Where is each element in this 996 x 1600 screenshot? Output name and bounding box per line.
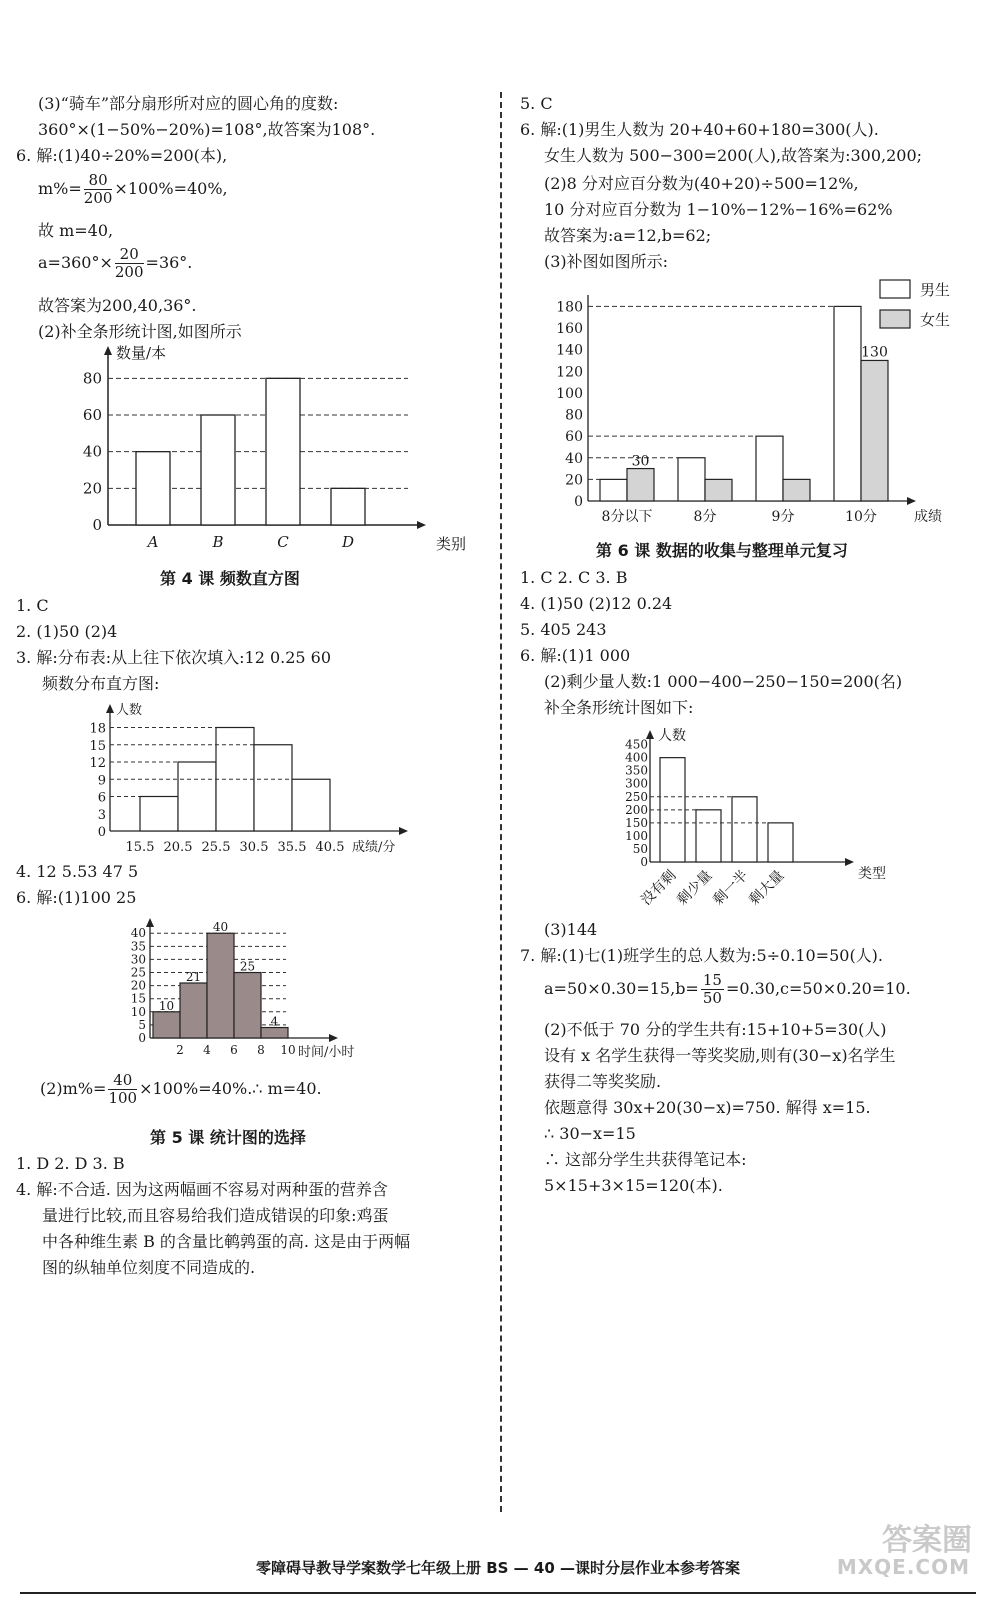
legend-label: 女生 bbox=[920, 311, 951, 329]
y-tick-label: 3 bbox=[97, 807, 106, 823]
text-line: (3)144 bbox=[544, 920, 598, 939]
denominator: 100 bbox=[108, 1089, 138, 1107]
bar bbox=[234, 973, 261, 1038]
data-label: 21 bbox=[185, 970, 202, 984]
x-tick-label: 剩大量 bbox=[746, 867, 788, 909]
bar-boys bbox=[834, 306, 861, 501]
bar bbox=[178, 762, 216, 831]
y-tick-label: 6 bbox=[97, 790, 106, 806]
fraction bbox=[701, 972, 724, 1007]
text-line: 设有 x 名学生获得一等奖奖励,则有(30−x)名学生 bbox=[544, 1046, 896, 1065]
y-tick-label: 15 bbox=[130, 991, 146, 1006]
x-tick-label: 30.5 bbox=[239, 840, 269, 855]
bar-girls bbox=[861, 360, 888, 501]
x-tick-label: 9分 bbox=[771, 509, 795, 525]
answer-line: 2. (1)50 (2)4 bbox=[16, 622, 118, 641]
page-footer: 零障碍导教导学案数学七年级上册 BS — 40 —课时分层作业本参考答案 bbox=[255, 1559, 740, 1577]
text-line: 10 分对应百分数为 1−10%−12%−16%=62% bbox=[544, 200, 893, 219]
x-tick-label: 20.5 bbox=[163, 840, 193, 855]
y-tick-label: 150 bbox=[625, 815, 648, 830]
denominator: 200 bbox=[114, 263, 144, 281]
y-tick-label: 18 bbox=[89, 721, 106, 737]
axis-arrow bbox=[845, 858, 854, 866]
bar bbox=[136, 452, 170, 525]
data-label: 4 bbox=[270, 1014, 279, 1029]
x-tick-label: 40.5 bbox=[315, 840, 345, 855]
legend-swatch-boys bbox=[880, 280, 910, 298]
axis-arrow bbox=[417, 521, 426, 529]
footer-rule bbox=[20, 1592, 976, 1594]
text-line: 中各种维生素 B 的含量比鹌鹑蛋的高. 这是由于两幅 bbox=[42, 1232, 411, 1251]
answer-line: 4. 12 5.53 47 5 bbox=[16, 862, 139, 881]
answer-line: 4. 解:不合适. 因为这两幅画不容易对两种蛋的营养含 bbox=[16, 1180, 388, 1199]
x-tick-label: 剩一半 bbox=[710, 867, 752, 909]
section-title: 第 5 课 统计图的选择 bbox=[150, 1128, 306, 1147]
y-tick-label: 160 bbox=[556, 321, 583, 338]
chart-bar-books bbox=[60, 342, 467, 562]
y-tick-label: 40 bbox=[130, 926, 146, 941]
y-tick-label: 25 bbox=[130, 965, 146, 980]
x-tick-label: 8 bbox=[257, 1043, 265, 1057]
y-tick-label: 9 bbox=[97, 773, 106, 789]
text-line: 5×15+3×15=120(本). bbox=[544, 1176, 723, 1195]
section-title: 第 4 课 频数直方图 bbox=[160, 569, 300, 588]
x-tick-label: B bbox=[212, 533, 224, 551]
x-axis-label: 成绩/分 bbox=[352, 840, 396, 855]
text-line: 故答案为:a=12,b=62; bbox=[544, 226, 712, 245]
text-line: (2)不低于 70 分的学生共有:15+10+5=30(人) bbox=[544, 1020, 887, 1039]
section-title: 第 6 课 数据的收集与整理单元复习 bbox=[596, 541, 848, 560]
formula-part: =0.30,c=50×0.20=10. bbox=[725, 979, 911, 998]
chart-bar-boys-girls bbox=[550, 268, 970, 533]
bar bbox=[266, 378, 300, 525]
bar bbox=[292, 779, 330, 831]
text-line: 补全条形统计图如下: bbox=[544, 698, 694, 717]
answer-line: 5. 405 243 bbox=[520, 620, 607, 639]
y-tick-label: 0 bbox=[574, 494, 583, 510]
bar-girls bbox=[783, 479, 810, 501]
data-label: 30 bbox=[631, 453, 650, 470]
y-axis-label: 人数 bbox=[658, 728, 686, 744]
text-line: (3)补图如图所示: bbox=[544, 252, 669, 271]
denominator: 200 bbox=[83, 189, 113, 207]
y-tick-label: 20 bbox=[565, 472, 583, 489]
watermark-logo: 答案圈 bbox=[882, 1523, 972, 1558]
chart-histogram-hours bbox=[120, 918, 400, 1068]
y-tick-label: 60 bbox=[82, 406, 102, 424]
bar bbox=[207, 933, 234, 1038]
x-tick-label: 2 bbox=[176, 1043, 184, 1057]
answer-line: 1. C 2. C 3. B bbox=[520, 568, 628, 587]
y-axis-label: 数量/本 bbox=[116, 344, 167, 362]
y-axis-label: 人数 bbox=[116, 703, 143, 718]
fraction bbox=[84, 172, 113, 207]
y-tick-label: 0 bbox=[92, 516, 102, 534]
answer-line: 6. 解:(1)男生人数为 20+40+60+180=300(人). bbox=[520, 120, 879, 139]
fraction bbox=[108, 1072, 137, 1107]
y-tick-label: 5 bbox=[138, 1017, 146, 1032]
axis-arrow bbox=[399, 827, 408, 835]
data-label: 10 bbox=[158, 998, 175, 1013]
text-line: 6. 解:(1)40÷20%=200(本), bbox=[16, 146, 228, 165]
bar-boys bbox=[678, 458, 705, 501]
fraction bbox=[115, 246, 144, 281]
x-tick-label: 8分以下 bbox=[601, 509, 653, 525]
y-tick-label: 12 bbox=[89, 756, 106, 771]
bar bbox=[201, 415, 235, 525]
bar bbox=[331, 488, 365, 525]
text-line: 360°×(1−50%−20%)=108°,故答案为108°. bbox=[38, 120, 376, 139]
y-tick-label: 180 bbox=[556, 299, 583, 316]
formula-line bbox=[38, 172, 228, 207]
legend-label: 男生 bbox=[920, 281, 951, 299]
y-tick-label: 400 bbox=[625, 750, 648, 765]
answer-line: 6. 解:(1)1 000 bbox=[520, 646, 631, 665]
y-tick-label: 20 bbox=[130, 978, 146, 993]
x-axis-label: 成绩 bbox=[914, 509, 942, 525]
y-tick-label: 300 bbox=[625, 776, 648, 791]
formula-part: ×100%=40%, bbox=[114, 179, 228, 198]
y-tick-label: 350 bbox=[625, 763, 648, 778]
text-line: 量进行比较,而且容易给我们造成错误的印象:鸡蛋 bbox=[42, 1206, 389, 1225]
text-line: (2)剩少量人数:1 000−400−250−150=200(名) bbox=[544, 672, 903, 691]
x-tick-label: 剩少量 bbox=[674, 867, 716, 909]
x-tick-label: 8分 bbox=[693, 509, 717, 525]
formula-line bbox=[544, 972, 911, 1007]
x-tick-label: 25.5 bbox=[201, 840, 231, 855]
y-tick-label: 450 bbox=[625, 737, 648, 752]
y-tick-label: 200 bbox=[625, 802, 648, 817]
chart-bar-leftovers bbox=[600, 718, 920, 918]
bar-boys bbox=[756, 436, 783, 501]
answer-line: 1. D 2. D 3. B bbox=[16, 1154, 125, 1173]
column-divider bbox=[500, 92, 502, 1512]
answer-line: 4. (1)50 (2)12 0.24 bbox=[520, 594, 673, 613]
text-line: 图的纵轴单位刻度不同造成的. bbox=[42, 1258, 256, 1277]
axis-arrow bbox=[146, 918, 154, 927]
formula-line bbox=[38, 246, 192, 281]
y-tick-label: 0 bbox=[138, 1031, 146, 1045]
y-tick-label: 0 bbox=[97, 825, 106, 840]
y-tick-label: 100 bbox=[556, 385, 583, 402]
x-tick-label: 35.5 bbox=[277, 840, 307, 855]
text-line: 获得二等奖奖励. bbox=[544, 1072, 662, 1091]
y-tick-label: 100 bbox=[625, 828, 648, 843]
bar bbox=[732, 797, 757, 862]
denominator: 50 bbox=[702, 989, 722, 1007]
formula-part: a=50×0.30=15,b= bbox=[544, 979, 699, 998]
watermark-url: MXQE.COM bbox=[836, 1555, 970, 1579]
y-tick-label: 20 bbox=[82, 479, 102, 498]
bar bbox=[216, 728, 254, 832]
data-label: 130 bbox=[861, 344, 888, 361]
y-tick-label: 15 bbox=[89, 738, 106, 754]
formula-part: m%= bbox=[38, 179, 82, 198]
y-tick-label: 0 bbox=[640, 855, 648, 869]
answer-line: 5. C bbox=[520, 94, 553, 113]
data-label: 40 bbox=[212, 920, 229, 935]
text-line: 女生人数为 500−300=200(人),故答案为:300,200; bbox=[544, 146, 923, 165]
legend-swatch-girls bbox=[880, 310, 910, 328]
y-tick-label: 250 bbox=[625, 789, 648, 804]
x-tick-label: 10分 bbox=[845, 509, 877, 525]
text-line: 依题意得 30x+20(30−x)=750. 解得 x=15. bbox=[544, 1098, 871, 1117]
text-line: ∴ 30−x=15 bbox=[544, 1124, 636, 1143]
formula-part: a=360°× bbox=[38, 253, 113, 272]
formula-part: ×100%=40%.∴ m=40. bbox=[139, 1079, 322, 1098]
axis-arrow bbox=[907, 497, 916, 505]
bar bbox=[140, 797, 178, 832]
text-line: (2)8 分对应百分数为(40+20)÷500=12%, bbox=[544, 174, 859, 193]
x-tick-label: 10 bbox=[280, 1043, 296, 1057]
answer-line: 3. 解:分布表:从上往下依次填入:12 0.25 60 bbox=[16, 648, 332, 667]
x-tick-label: 6 bbox=[230, 1043, 238, 1057]
formula-line bbox=[40, 1072, 322, 1107]
x-tick-label: C bbox=[277, 533, 289, 551]
x-tick-label: 没有剩 bbox=[638, 867, 680, 909]
numerator: 80 bbox=[84, 172, 113, 190]
x-tick-label: 15.5 bbox=[125, 840, 155, 855]
text-line: 故答案为200,40,36°. bbox=[38, 296, 197, 315]
text-line: ∴ 这部分学生共获得笔记本: bbox=[544, 1150, 747, 1169]
x-axis-label: 时间/小时 bbox=[298, 1045, 355, 1060]
bar bbox=[696, 810, 721, 862]
y-tick-label: 40 bbox=[565, 450, 583, 467]
answer-line: 6. 解:(1)100 25 bbox=[16, 888, 137, 907]
formula-part: =36°. bbox=[145, 253, 193, 272]
x-tick-label: 4 bbox=[203, 1043, 211, 1057]
bar-boys bbox=[600, 479, 627, 501]
chart-histogram-scores bbox=[80, 696, 440, 866]
y-tick-label: 80 bbox=[82, 369, 102, 388]
bar bbox=[254, 745, 292, 831]
y-tick-label: 80 bbox=[565, 407, 583, 424]
text-line: 故 m=40, bbox=[38, 221, 114, 240]
y-tick-label: 40 bbox=[82, 442, 102, 461]
y-tick-label: 60 bbox=[565, 429, 583, 446]
x-axis-label: 类别 bbox=[436, 535, 467, 553]
y-tick-label: 35 bbox=[130, 939, 146, 954]
bar bbox=[153, 1012, 180, 1038]
formula-part: (2)m%= bbox=[40, 1079, 107, 1098]
y-tick-label: 10 bbox=[130, 1004, 146, 1019]
bar bbox=[768, 823, 793, 862]
bar bbox=[261, 1028, 288, 1038]
axis-arrow bbox=[329, 1034, 338, 1042]
numerator: 15 bbox=[702, 971, 722, 989]
x-tick-label: D bbox=[341, 533, 355, 551]
answer-line: 1. C bbox=[16, 596, 49, 615]
y-tick-label: 120 bbox=[556, 364, 583, 381]
x-tick-label: A bbox=[147, 533, 159, 551]
text-line: 频数分布直方图: bbox=[42, 674, 160, 693]
bar-girls bbox=[705, 479, 732, 501]
x-axis-label: 类型 bbox=[858, 866, 886, 882]
numerator: 20 bbox=[115, 246, 144, 264]
y-tick-label: 140 bbox=[556, 342, 583, 359]
answer-line: 7. 解:(1)七(1)班学生的总人数为:5÷0.10=50(人). bbox=[520, 946, 884, 965]
axis-arrow bbox=[106, 704, 114, 713]
data-label: 25 bbox=[239, 959, 256, 974]
y-tick-label: 50 bbox=[632, 841, 648, 856]
text-line: (2)补全条形统计图,如图所示 bbox=[38, 322, 242, 341]
bar-girls bbox=[627, 469, 654, 501]
axis-arrow bbox=[104, 346, 112, 355]
y-tick-label: 30 bbox=[130, 952, 146, 967]
text-line: (3)“骑车”部分扇形所对应的圆心角的度数: bbox=[38, 94, 339, 113]
numerator: 40 bbox=[108, 1072, 137, 1090]
bar bbox=[180, 983, 207, 1038]
